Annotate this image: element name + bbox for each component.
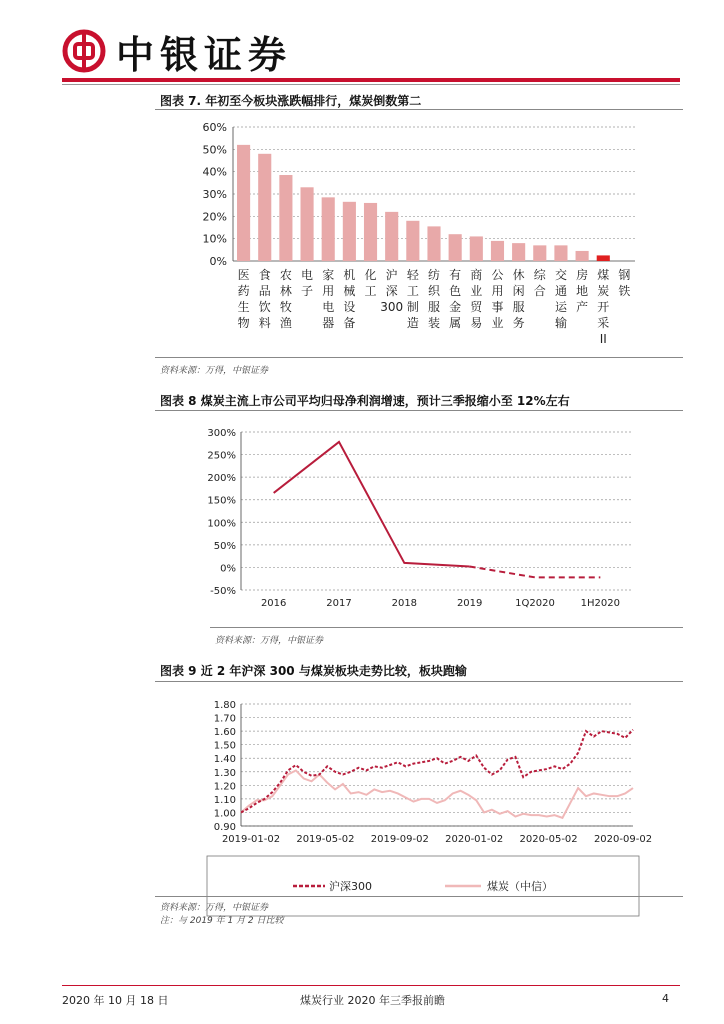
x-category-label: 业: [491, 316, 504, 330]
bar: [470, 236, 483, 261]
x-category-label: 食: [258, 268, 271, 282]
figure8-bottom-rule: [210, 627, 683, 628]
x-category-label: 开: [597, 300, 610, 314]
y-tick-label: -50%: [210, 586, 236, 597]
x-category-label: 饮: [258, 300, 271, 314]
y-tick-label: 200%: [207, 473, 236, 485]
x-category-label: 输: [554, 316, 567, 330]
x-category-label: 房: [576, 268, 589, 282]
x-category-label: 属: [449, 316, 462, 330]
x-category-label: 工: [364, 284, 377, 298]
bar: [406, 221, 419, 261]
x-category-label: 械: [343, 284, 356, 298]
x-category-label: 化: [364, 268, 377, 282]
bar: [533, 245, 546, 261]
figure8-title: 图表 8 煤炭主流上市公司平均归母净利润增速，预计三季报缩小至 12%左右: [160, 394, 570, 408]
series-line-actual: [274, 442, 470, 567]
bar: [554, 245, 567, 261]
x-category-label: 深: [385, 284, 398, 298]
x-category-label: 事: [491, 300, 504, 314]
x-tick-label: 2019-01-02: [221, 834, 281, 845]
x-category-label: 家: [322, 268, 335, 282]
x-category-label: 贸: [470, 300, 483, 314]
legend-label-coal: 煤炭（中信）: [487, 880, 553, 893]
x-category-label: 务: [512, 316, 525, 330]
y-tick-label: 1.20: [213, 781, 236, 793]
x-tick-label: 2016: [260, 598, 287, 609]
bar: [322, 197, 335, 261]
figure9-title-rule: [155, 681, 683, 682]
x-category-label: 服: [427, 300, 441, 314]
x-category-label: 电: [301, 268, 314, 282]
y-tick-label: 1.40: [213, 754, 236, 766]
x-tick-label: 1Q2020: [515, 598, 555, 609]
x-category-label: 林: [279, 284, 292, 298]
x-category-label: 煤: [597, 268, 610, 282]
legend-box: [207, 856, 639, 916]
x-category-label: 休: [512, 268, 525, 282]
x-tick-label: 2019: [456, 598, 483, 609]
brand-name: 中银证券: [116, 31, 293, 77]
figure9-source: 资料来源：万得，中银证券: [160, 903, 269, 913]
x-category-label: 纺: [427, 268, 441, 282]
figure8-title-rule: [155, 410, 683, 411]
x-category-label: 服: [512, 300, 525, 314]
footer-date: 2020 年 10 月 18 日: [62, 994, 169, 1007]
brand-header: [62, 26, 292, 76]
x-category-label: 备: [343, 316, 356, 330]
figure7-bar-chart: [155, 112, 683, 357]
y-tick-label: 10%: [202, 232, 227, 246]
x-category-label: 用: [322, 284, 335, 298]
y-tick-label: 0%: [220, 563, 236, 575]
x-category-label: 运: [554, 300, 567, 314]
x-category-label: 用: [491, 284, 504, 298]
x-category-label: 沪: [385, 268, 398, 282]
figure7-source: 资料来源：万得，中银证券: [160, 366, 269, 376]
x-category-label: 商: [470, 268, 483, 282]
x-category-label: 品: [258, 284, 271, 298]
bar: [427, 226, 440, 261]
x-category-label: 医: [237, 268, 250, 282]
x-tick-label: 2019-09-02: [370, 834, 429, 845]
bar: [300, 187, 313, 261]
bar: [597, 255, 610, 261]
x-category-label: 工: [406, 284, 419, 298]
x-category-label: 地: [576, 284, 589, 298]
x-category-label: 钢: [618, 268, 631, 282]
x-category-label: 机: [343, 268, 356, 282]
x-category-label: 综: [533, 268, 546, 282]
y-tick-label: 1.10: [213, 794, 236, 806]
bar: [364, 203, 377, 261]
x-category-label: 有: [449, 268, 462, 282]
x-tick-label: 2019-05-02: [296, 834, 355, 845]
y-tick-label: 1.80: [213, 700, 236, 711]
y-tick-label: 50%: [213, 540, 236, 552]
bar: [512, 243, 525, 261]
bar: [237, 145, 250, 261]
x-category-label: 通: [554, 284, 567, 298]
x-category-label: 炭: [597, 284, 610, 298]
x-category-label: 器: [322, 316, 335, 330]
bar: [449, 234, 462, 261]
y-tick-label: 30%: [202, 188, 227, 201]
figure9-line-chart: [205, 696, 653, 893]
x-category-label: 子: [301, 284, 314, 298]
x-category-label: 300: [380, 300, 404, 314]
x-category-label: 生: [237, 300, 250, 314]
x-category-label: 交: [554, 268, 567, 282]
x-tick-label: 2020-01-02: [445, 834, 504, 845]
x-category-label: 金: [449, 300, 462, 314]
bar: [385, 212, 398, 261]
y-tick-label: 0%: [209, 255, 227, 268]
x-category-label: 公: [491, 268, 504, 282]
x-category-label: 采: [597, 316, 610, 330]
y-tick-label: 60%: [202, 121, 227, 134]
figure7-bottom-rule: [155, 357, 683, 358]
figure9-note: 注：与 2019 年 1 月 2 日比较: [160, 916, 284, 926]
y-tick-label: 1.00: [213, 808, 236, 820]
series-line-hs300: [241, 730, 633, 813]
x-tick-label: 2017: [326, 598, 352, 609]
bar: [576, 251, 589, 261]
y-tick-label: 0.90: [213, 822, 236, 833]
y-tick-label: 150%: [207, 495, 236, 507]
y-tick-label: 20%: [202, 210, 227, 224]
x-category-label: 装: [427, 316, 441, 330]
x-tick-label: 2020-05-02: [519, 834, 578, 845]
x-category-label: 牧: [279, 300, 292, 314]
y-tick-label: 50%: [202, 143, 227, 157]
figure7-title-rule: [155, 109, 683, 110]
bank-of-china-logo-icon: [62, 29, 106, 73]
x-category-label: 铁: [618, 284, 631, 298]
figure8-source: 资料来源：万得，中银证券: [215, 636, 324, 646]
bar: [491, 241, 504, 261]
y-tick-label: 1.50: [213, 740, 236, 752]
header-red-rule: [62, 78, 680, 82]
x-category-label: 产: [576, 300, 589, 314]
x-tick-label: 2020-09-02: [593, 834, 653, 845]
y-tick-label: 40%: [202, 165, 227, 179]
page-number: 4: [662, 992, 669, 1005]
x-category-label: 渔: [279, 316, 292, 330]
x-tick-label: 2018: [391, 598, 418, 609]
x-category-label: 闲: [512, 284, 525, 298]
series-line-forecast: [470, 567, 601, 578]
x-category-label: 轻: [406, 268, 419, 282]
y-tick-label: 100%: [207, 518, 236, 530]
x-category-label: 药: [237, 284, 250, 298]
x-category-label: 业: [470, 284, 483, 298]
figure7-title: 图表 7. 年初至今板块涨跌幅排行，煤炭倒数第二: [160, 94, 422, 108]
x-category-label: 电: [322, 300, 335, 314]
x-tick-label: 1H2020: [580, 598, 621, 609]
y-tick-label: 1.60: [213, 727, 236, 739]
x-category-label: 易: [470, 316, 483, 330]
x-category-label: 织: [427, 284, 441, 298]
footer-rule: [62, 985, 680, 986]
x-category-label: 合: [533, 284, 546, 298]
x-category-label: 农: [279, 268, 292, 282]
y-tick-label: 1.70: [213, 713, 236, 725]
x-category-label: II: [599, 332, 607, 346]
x-category-label: 物: [237, 316, 250, 330]
bar: [279, 175, 292, 261]
x-category-label: 设: [343, 300, 356, 314]
series-line-coal: [241, 770, 633, 817]
y-tick-label: 300%: [207, 428, 236, 439]
legend-label-hs300: 沪深300: [329, 880, 372, 893]
figure9-title: 图表 9 近 2 年沪深 300 与煤炭板块走势比较，板块跑输: [160, 664, 467, 678]
footer-doc-title: 煤炭行业 2020 年三季报前瞻: [300, 994, 445, 1007]
x-category-label: 制: [406, 300, 419, 314]
figure9-bottom-rule: [155, 896, 683, 897]
y-tick-label: 250%: [207, 450, 236, 462]
x-category-label: 料: [258, 316, 271, 330]
x-category-label: 造: [406, 316, 419, 330]
y-tick-label: 1.30: [213, 767, 236, 779]
bar: [258, 154, 271, 261]
x-category-label: 色: [449, 284, 462, 298]
header-gray-rule: [62, 84, 680, 85]
bar: [343, 202, 356, 261]
figure8-line-chart: [205, 424, 645, 614]
